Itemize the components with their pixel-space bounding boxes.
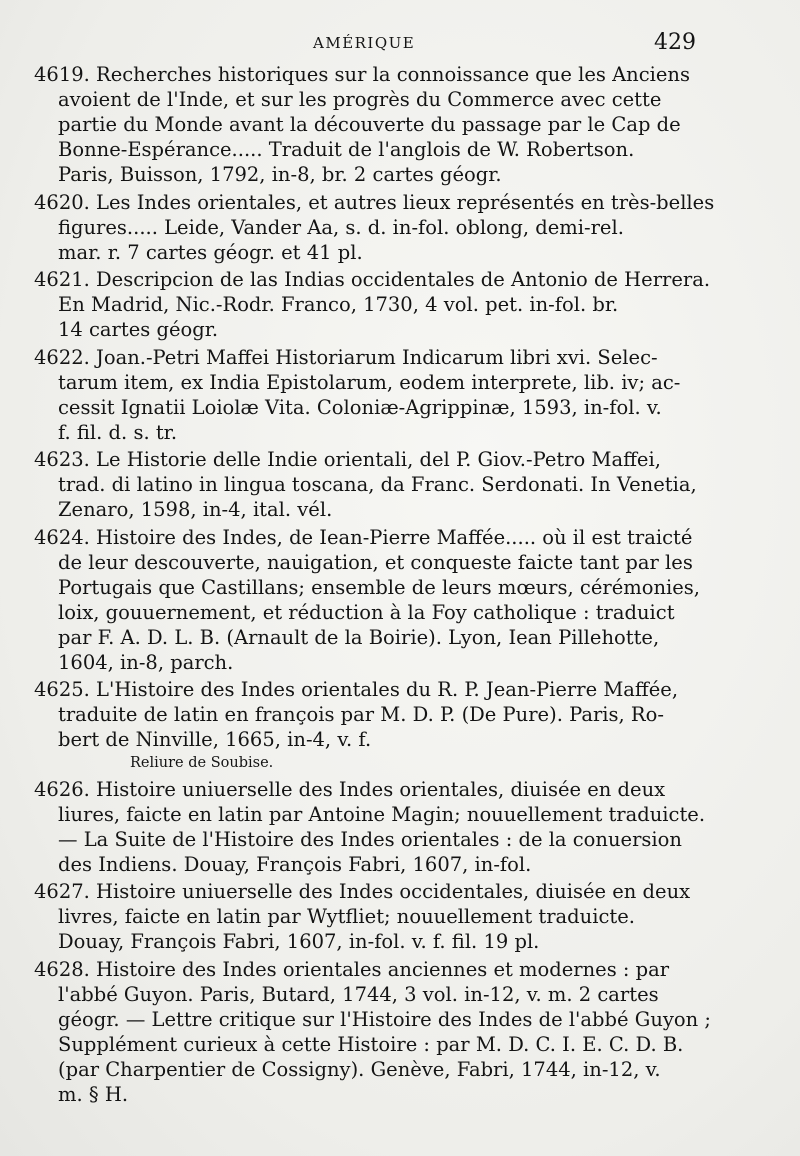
entry-line bbox=[34, 267, 718, 292]
entry-text: Descripcion de las Indias occidentales de Antonio de Herrera. bbox=[96, 268, 711, 291]
entry-line bbox=[34, 190, 718, 215]
entry-line: — La Suite de l'Histoire des Indes orientales : de la conuersion bbox=[58, 827, 682, 851]
entry-line: f. fil. d. s. tr. bbox=[58, 420, 178, 444]
entry-line bbox=[34, 957, 718, 982]
entry-line: par F. A. D. L. B. (Arnault de la Boirie). Lyon, Iean Pillehotte, bbox=[58, 625, 660, 649]
entry-number: 4619. bbox=[34, 63, 90, 86]
running-head: AMÉRIQUE bbox=[313, 34, 416, 52]
catalogue-entry bbox=[34, 447, 718, 522]
entry-number: 4621. bbox=[34, 268, 90, 291]
entry-text: Histoire uniuerselle des Indes occidentales, diuisée en deux bbox=[96, 880, 691, 903]
entry-line: de leur descouverte, nauigation, et conqueste faicte tant par les bbox=[58, 550, 693, 574]
page-header bbox=[0, 30, 800, 60]
entry-line: traduite de latin en françois par M. D. P. (De Pure). Paris, Ro- bbox=[58, 703, 664, 726]
entry-line: des Indiens. Douay, François Fabri, 1607, in-fol. bbox=[58, 852, 532, 876]
binding-note: Reliure de Soubise. bbox=[130, 755, 274, 771]
entry-number: 4620. bbox=[34, 190, 90, 214]
entry-number: 4622. bbox=[34, 345, 90, 369]
entry-text: Le Historie delle Indie orientali, del P. Giov.-Petro Maffei, bbox=[96, 448, 661, 471]
entry-number: 4626. bbox=[34, 777, 90, 801]
entry-number: 4627. bbox=[34, 880, 90, 903]
entry-line bbox=[34, 677, 718, 702]
entry-line: figures..... Leide, Vander Aa, s. d. in-fol. oblong, demi-rel. bbox=[58, 215, 624, 239]
entry-line: l'abbé Guyon. Paris, Butard, 1744, 3 vol. in-12, v. m. 2 cartes bbox=[58, 982, 659, 1006]
page-number: 429 bbox=[654, 30, 696, 55]
entry-line bbox=[34, 777, 718, 802]
entry-text: L'Histoire des Indes orientales du R. P. Jean-Pierre Maffée, bbox=[96, 678, 679, 701]
entry-line bbox=[34, 879, 718, 904]
entry-line: liures, faicte en latin par Antoine Magin; nouuellement traduicte. bbox=[58, 802, 706, 826]
entry-line: mar. r. 7 cartes géogr. et 41 pl. bbox=[58, 240, 363, 264]
entry-line bbox=[34, 447, 718, 472]
entry-line: avoient de l'Inde, et sur les progrès du Commerce avec cette bbox=[58, 88, 662, 111]
entry-line: Paris, Buisson, 1792, in-8, br. 2 cartes géogr. bbox=[58, 163, 502, 186]
entry-line: m. § H. bbox=[58, 1082, 129, 1106]
entry-line: 14 cartes géogr. bbox=[58, 318, 219, 341]
entry-line: loix, gouuernement, et réduction à la Foy catholique : traduict bbox=[58, 600, 675, 624]
entry-text: Histoire uniuerselle des Indes orientales, diuisée en deux bbox=[96, 777, 666, 801]
entry-line bbox=[34, 345, 718, 370]
entry-line: En Madrid, Nic.-Rodr. Franco, 1730, 4 vol. pet. in-fol. br. bbox=[58, 293, 619, 316]
entry-line: Douay, François Fabri, 1607, in-fol. v. f. fil. 19 pl. bbox=[58, 930, 540, 953]
entry-line: cessit Ignatii Loiolæ Vita. Coloniæ-Agrippinæ, 1593, in-fol. v. bbox=[58, 395, 662, 419]
entry-line: (par Charpentier de Cossigny). Genève, Fabri, 1744, in-12, v. bbox=[58, 1057, 661, 1081]
entry-line: Supplément curieux à cette Histoire : par M. D. C. I. E. C. D. B. bbox=[58, 1032, 684, 1056]
entry-number: 4625. bbox=[34, 678, 90, 701]
catalogue-entry bbox=[34, 190, 718, 265]
entry-line: 1604, in-8, parch. bbox=[58, 650, 234, 674]
catalogue-entry bbox=[34, 957, 718, 1107]
catalogue-entry bbox=[34, 267, 718, 342]
entry-line: tarum item, ex India Epistolarum, eodem interprete, lib. iv; ac- bbox=[58, 370, 681, 394]
entry-line: bert de Ninville, 1665, in-4, v. f. bbox=[58, 728, 372, 751]
entry-line: Bonne-Espérance..... Traduit de l'anglois de W. Robertson. bbox=[58, 138, 635, 161]
entry-line: trad. di latino in lingua toscana, da Franc. Serdonati. In Venetia, bbox=[58, 473, 697, 496]
entry-number: 4628. bbox=[34, 957, 90, 981]
entry-text: Les Indes orientales, et autres lieux représentés en très-belles bbox=[96, 190, 715, 214]
catalogue-entry bbox=[34, 525, 718, 675]
entry-line: livres, faicte en latin par Wytfliet; nouuellement traduicte. bbox=[58, 905, 635, 928]
entry-number: 4624. bbox=[34, 525, 90, 549]
entry-text: Histoire des Indes orientales anciennes et modernes : par bbox=[96, 957, 670, 981]
catalogue-entry bbox=[34, 62, 718, 187]
entry-line bbox=[34, 62, 718, 87]
entry-text: Histoire des Indes, de Iean-Pierre Maffée..... où il est traicté bbox=[96, 525, 693, 549]
catalogue-entry bbox=[34, 777, 718, 877]
entry-line: géogr. — Lettre critique sur l'Histoire des Indes de l'abbé Guyon ; bbox=[58, 1007, 711, 1031]
catalogue-entry bbox=[34, 345, 718, 445]
entry-line: Zenaro, 1598, in-4, ital. vél. bbox=[58, 498, 333, 521]
catalogue-entries bbox=[34, 62, 718, 1109]
entry-number: 4623. bbox=[34, 448, 90, 471]
entry-line: partie du Monde avant la découverte du passage par le Cap de bbox=[58, 113, 681, 136]
entry-text: Joan.-Petri Maffei Historiarum Indicarum libri xvi. Selec- bbox=[96, 345, 658, 369]
entry-line bbox=[34, 525, 718, 550]
entry-text: Recherches historiques sur la connoissance que les Anciens bbox=[96, 63, 690, 86]
catalogue-entry bbox=[34, 879, 718, 954]
entry-line: Portugais que Castillans; ensemble de leurs mœurs, cérémonies, bbox=[58, 575, 701, 599]
catalogue-entry bbox=[34, 677, 718, 774]
